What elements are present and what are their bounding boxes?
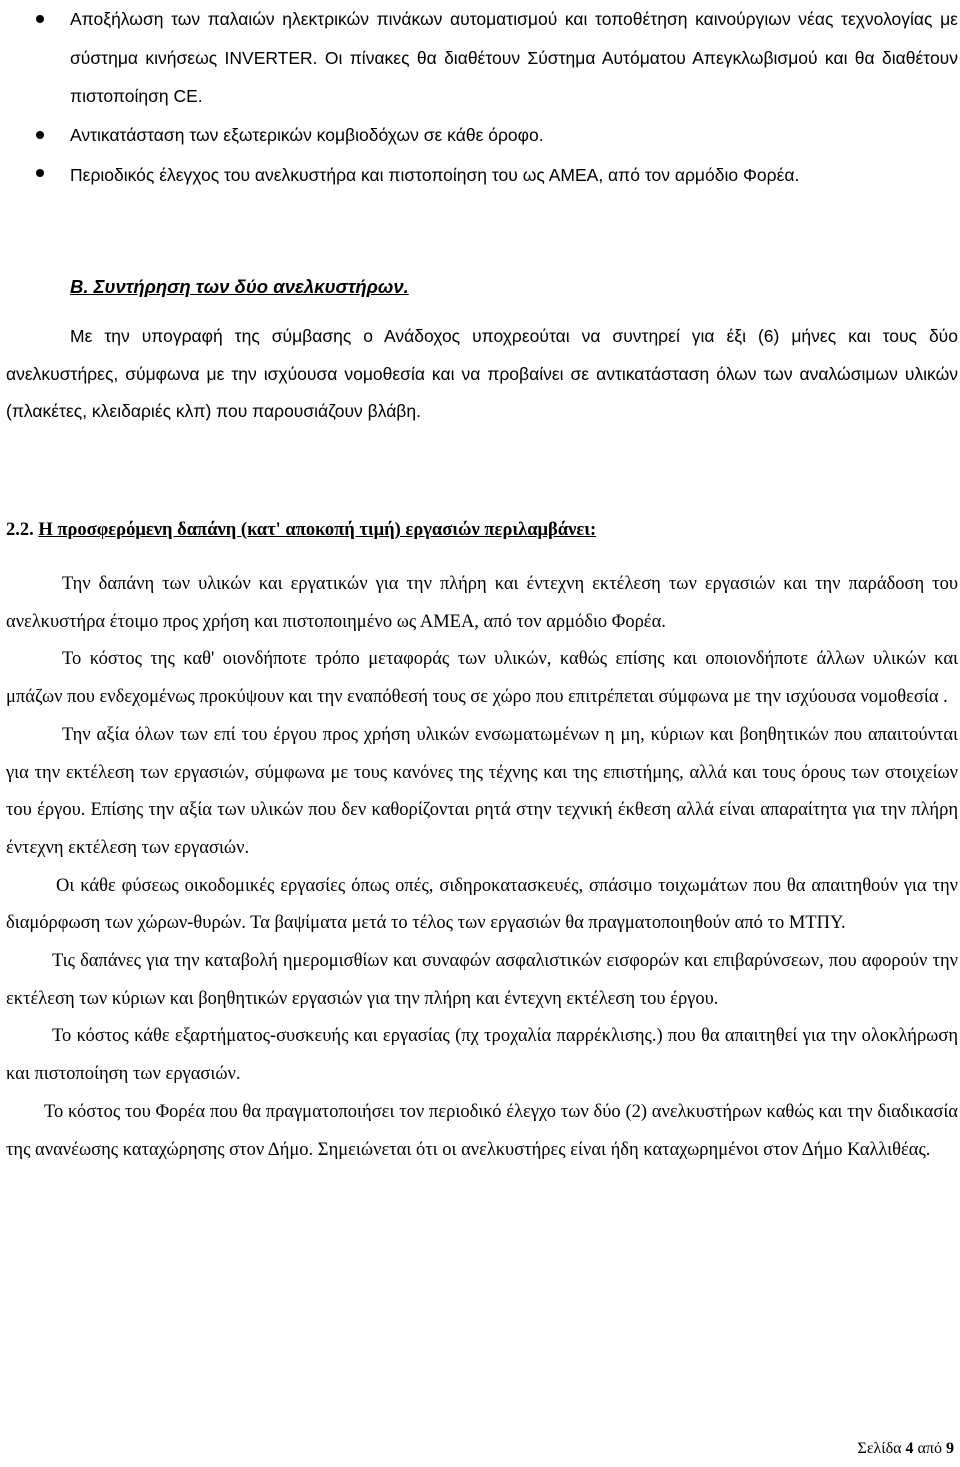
bullet-text: Περιοδικός έλεγχος του ανελκυστήρα και πιστοποίηση του ως ΑΜΕΑ, από τον αρμόδιο Φορέα. (70, 165, 800, 185)
bullet-item (0, 116, 960, 155)
section-number: 2.2. (6, 520, 34, 540)
bullet-dot-icon (36, 169, 44, 177)
bullet-text: Αποξήλωση των παλαιών ηλεκτρικών πινάκων αυτοματισμού και τοποθέτηση καινούργιων νέας τεχνολογίας με σύστημα κινήσεως INVERTER. Οι πίνακες θα διαθέτουν Σύστημα Αυτόματου Απεγκλωβισμού και θα διαθέτουν πιστοποίηση CE. (70, 9, 958, 106)
section-b-heading: Β. Συντήρηση των δύο ανελκυστήρων. (70, 276, 409, 297)
bullet-list (0, 0, 960, 196)
body-paragraph: Οι κάθε φύσεως οικοδομικές εργασίες όπως οπές, σιδηροκατασκευές, σπάσιμο τοιχωμάτων που θα απαιτηθούν για την διαμόρφωση των χώρων-θυρών. Τα βαψίματα μετά το τέλος των εργασιών θα πραγματοποιηθούν από το ΜΤΠΥ. (6, 875, 958, 934)
section-b-paragraph: Με την υπογραφή της σύμβασης ο Ανάδοχος υποχρεούται να συντηρεί για έξι (6) μήνες και τους δύο ανελκυστήρες, σύμφωνα με την ισχύουσα νομοθεσία και να προβαίνει σε αντικατάσταση όλων των αναλώσιμων υλικών (πλακέτες, κλειδαριές κλπ) που παρουσιάζουν βλάβη. (6, 326, 958, 422)
section-22-body (6, 566, 958, 1169)
page-current: 4 (905, 1440, 914, 1457)
body-paragraph: Την αξία όλων των επί του έργου προς χρήση υλικών ενσωματωμένων η μη, κύριων και βοηθητικών που απαιτούνται για την εκτέλεση των εργασιών, σύμφωνα με τους κανόνες της τέχνης και της επιστήμης, αλλά και τους όρους των στοιχείων του έργου. Επίσης την αξία των υλικών που δεν καθορίζονται ρητά στην τεχνική έκθεση αλλά είναι απαραίτητα για την πλήρη έντεχνη εκτέλεση των εργασιών. (6, 724, 958, 858)
bullet-dot-icon (36, 131, 44, 139)
bullet-item (0, 154, 960, 196)
section-22-heading (6, 520, 596, 541)
bullet-dot-icon (36, 15, 44, 23)
body-paragraph: Το κόστος κάθε εξαρτήματος-συσκευής και εργασίας (πχ τροχαλία παρρέκλισης.) που θα απαιτηθεί για την ολοκλήρωση και πιστοποίηση των εργασιών. (6, 1026, 958, 1085)
bullet-text: Αντικατάσταση των εξωτερικών κομβιοδόχων σε κάθε όροφο. (70, 124, 544, 145)
bullet-item (0, 0, 960, 116)
page-total: 9 (946, 1440, 954, 1457)
page-label: Σελίδα (857, 1440, 902, 1457)
section-title: Η προσφερόμενη δαπάνη (κατ' αποκοπή τιμή) εργασιών περιλαμβάνει: (38, 520, 597, 540)
body-paragraph: Το κόστος της καθ' οιονδήποτε τρόπο μεταφοράς των υλικών, καθώς επίσης και οποιονδήποτε άλλων υλικών και μπάζων που ενδεχομένως προκύψουν και την εναπόθεσή τους σε χώρο που επιτρέπεται σύμφωνα με την ισχύουσα νομοθεσία . (6, 649, 958, 708)
body-paragraph: Το κόστος του Φορέα που θα πραγματοποιήσει τον περιοδικό έλεγχο των δύο (2) ανελκυστήρων καθώς και την διαδικασία της ανανέωσης καταχώρησης στον Δήμο. Σημειώνεται ότι οι ανελκυστήρες είναι ήδη καταχωρημένοι στον Δήμο Καλλιθέας. (6, 1101, 958, 1160)
body-paragraph: Τις δαπάνες για την καταβολή ημερομισθίων και συναφών ασφαλιστικών εισφορών και επιβαρύνσεων, που αφορούν την εκτέλεση των κύριων και βοηθητικών εργασιών για την πλήρη και έντεχνη εκτέλεση του έργου. (6, 951, 958, 1009)
body-paragraph: Την δαπάνη των υλικών και εργατικών για την πλήρη και έντεχνη εκτέλεση των εργασιών και την παράδοση του ανελκυστήρα έτοιμο προς χρήση και πιστοποιημένο ως ΑΜΕΑ, από τον αρμόδιο Φορέα. (6, 574, 958, 632)
page-footer (858, 1440, 954, 1458)
page-of: από (917, 1440, 942, 1457)
